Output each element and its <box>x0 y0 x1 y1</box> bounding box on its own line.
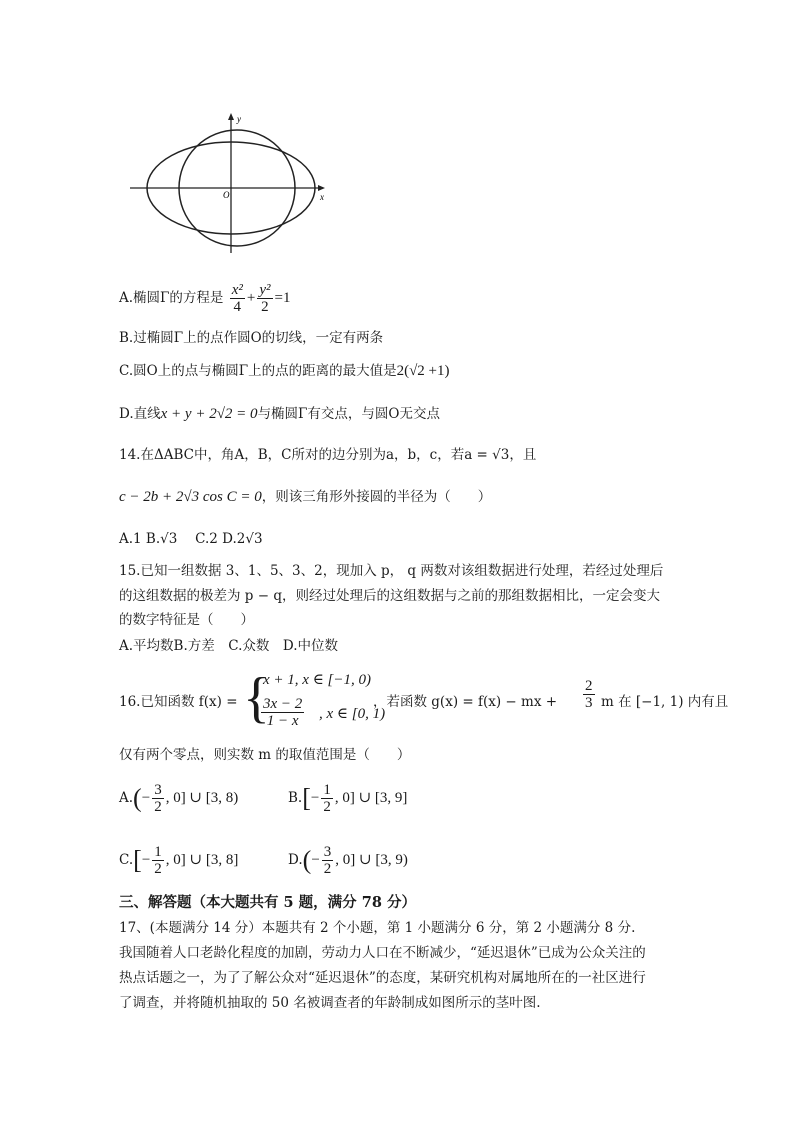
q14-options: A.1 B.√3 C.2 D.2√3 <box>119 531 263 547</box>
q16-stem-line2: 仅有两个零点，则实数 m 的取值范围是（ ） <box>119 747 411 763</box>
x-axis-label: x <box>320 192 324 202</box>
q15-options: A.平均数B.方差 C.众数 D.中位数 <box>119 638 339 654</box>
ellipse-circle-figure <box>125 108 335 258</box>
q17-paragraph-line3: 了调查，并将随机抽取的 50 名被调查者的年龄制成如图所示的茎叶图. <box>119 995 541 1011</box>
q15-stem-line3: 的数字特征是（ ） <box>119 612 254 628</box>
q15-stem-line1: 15.已知一组数据 3、1、5、3、2，现加入 p， q 两数对该组数据进行处理，若经过处理后 <box>119 563 664 579</box>
q16-option-d: D.(− $\frac{3}{2}$ , 0] ∪ [3, 9) <box>288 844 408 877</box>
piecewise-brace: { <box>243 667 270 729</box>
q17-intro: 17、(本题满分 14 分）本题共有 2 个小题，第 1 小题满分 6 分，第 2 小题满分 8 分. <box>119 920 636 936</box>
y-axis-arrow <box>228 113 234 120</box>
q13-option-d: D.直线x + y + 2√2 = 0与椭圆Γ有交点，与圆O无交点 <box>119 406 440 422</box>
q16-option-b: B.[− $\frac{1}{2}$ , 0] ∪ [3, 9] <box>288 782 408 815</box>
q15-stem-line2: 的这组数据的极差为 p − q，则经过处理后的这组数据与之前的那组数据相比，一定会变大 <box>119 588 660 604</box>
fraction-x2-over-4: $\frac{\text{x²}}{4}$ <box>231 282 243 315</box>
fraction-2-over-3: $\frac{2}{3}$ <box>585 678 593 711</box>
x-axis-arrow <box>318 185 325 191</box>
fraction-3x-2-over-1-x: $\frac{3x - 2}{1 - x}$ <box>263 696 303 729</box>
q13-option-c: C.圆O上的点与椭圆Γ上的点的距离的最大值是2(√2 +1) <box>119 363 450 379</box>
q14-stem-line2: c − 2b + 2√3 cos C = 0，则该三角形外接圆的半径为（ ） <box>119 489 492 505</box>
q14-stem-line1: 14.在ΔABC中，角A，B，C所对的边分别为a，b，c，若a = √3，且 <box>119 447 537 463</box>
y-axis-label: y <box>237 114 241 124</box>
q13-option-a: A.椭圆Γ的方程是 $\frac{\text{x²}}{4}$ + $\frac{\text{y²}}{2}$ =1 <box>119 282 291 315</box>
origin-label: O <box>223 190 230 200</box>
q17-paragraph-line2: 热点话题之一，为了了解公众对“延迟退休”的态度，某研究机构对属地所在的一社区进行 <box>119 970 646 986</box>
fraction-y2-over-2: $\frac{\text{y²}}{2}$ <box>259 282 271 315</box>
section-3-heading: 三、解答题（本大题共有 5 题，满分 78 分） <box>119 894 416 911</box>
q17-paragraph-line1: 我国随着人口老龄化程度的加剧，劳动力人口在不断减少，“延迟退休”已成为公众关注的 <box>119 945 646 961</box>
q16-option-a: A.(− $\frac{3}{2}$ , 0] ∪ [3, 8) <box>119 782 239 815</box>
q13-option-b: B.过椭圆Γ上的点作圆O的切线，一定有两条 <box>119 330 384 346</box>
q16-option-c: C.[− $\frac{1}{2}$ , 0] ∪ [3, 8] <box>119 844 239 877</box>
